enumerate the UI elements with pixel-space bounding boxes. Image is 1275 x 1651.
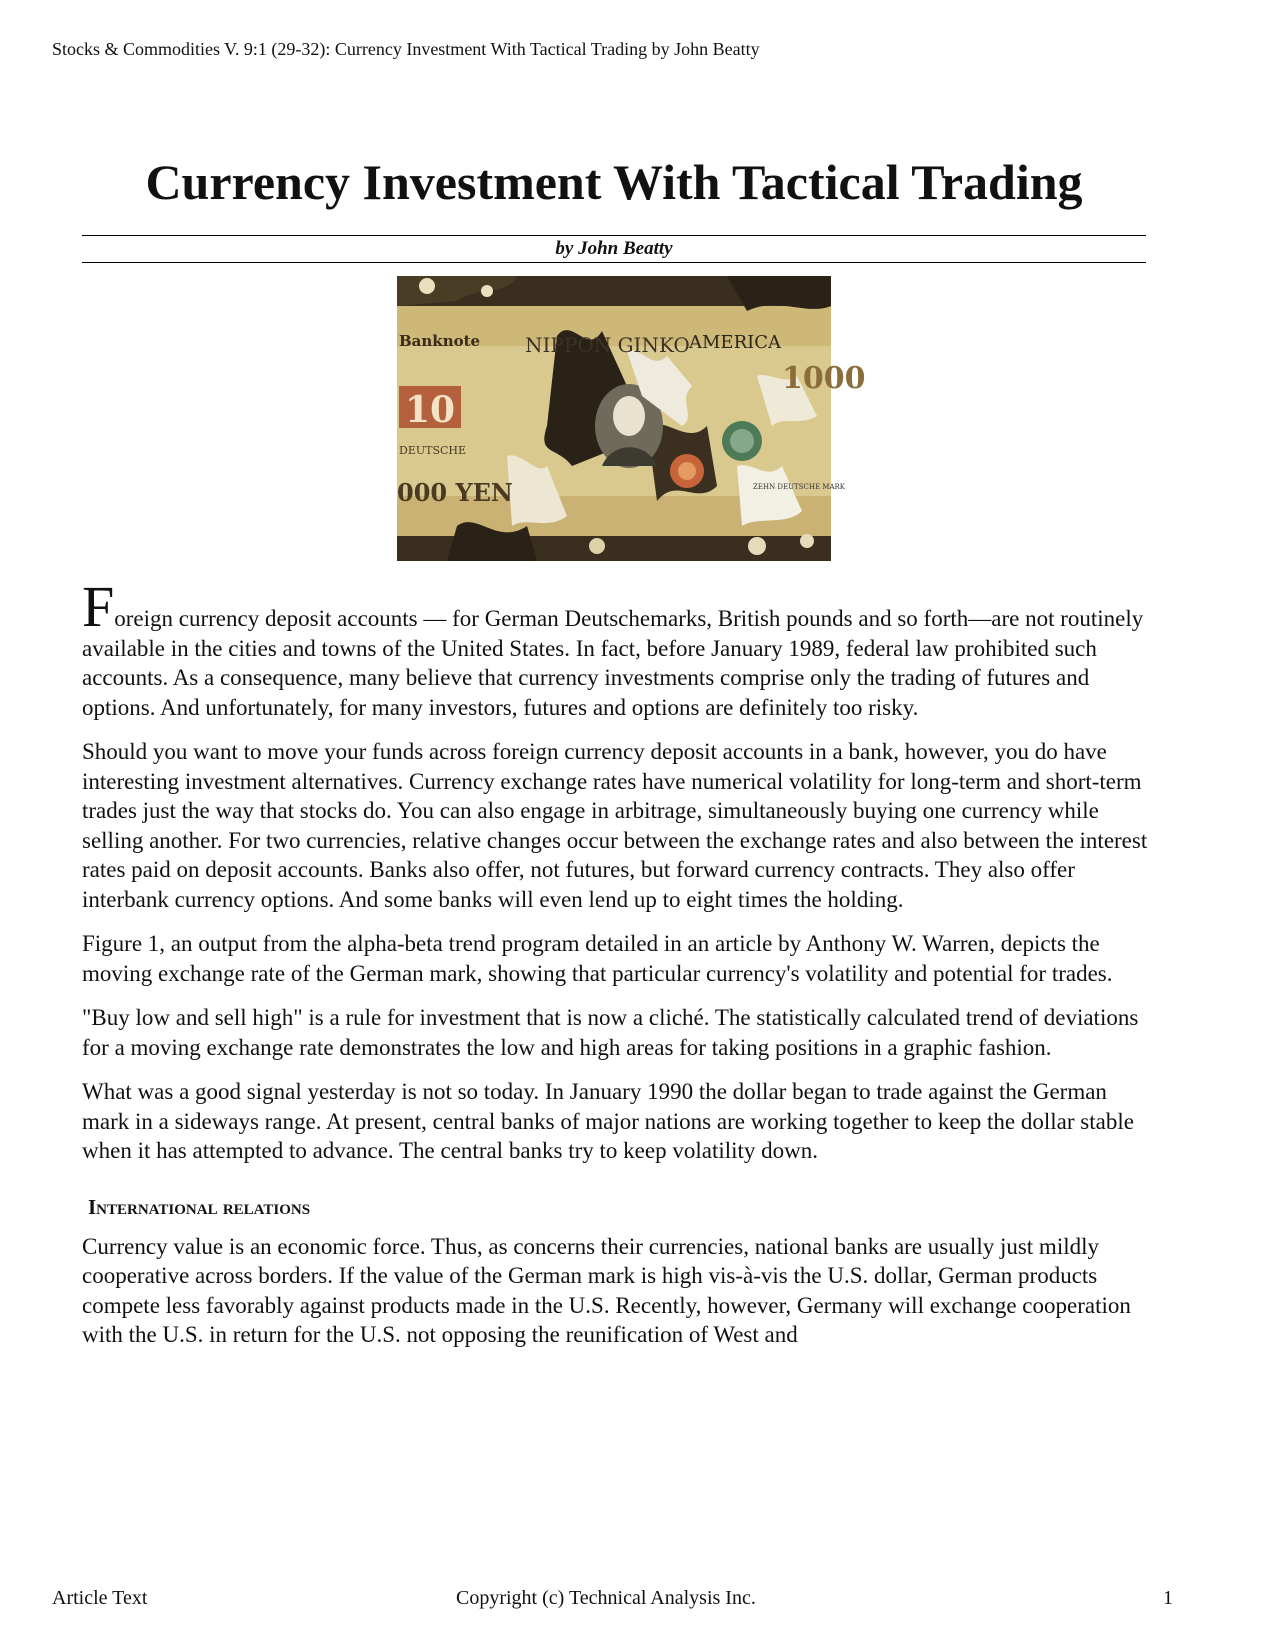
paragraph-5: What was a good signal yesterday is not so today. In January 1990 the dollar began to trade against the German mark in a sideways range. At present, central banks of major nations are working together to keep the dollar stable when it has attempted to advance. The central banks try to keep volatility down. [82, 1079, 1134, 1163]
paragraph-6: Currency value is an economic force. Thus, as concerns their currencies, national banks are usually just mildly cooperative across borders. If the value of the German mark is high vis-à-vis the U.S. dollar, German products compete less favorably against products made in the U.S. Recently, however, Germany will exchange cooperation with the U.S. in return for the U.S. not opposing the reunification of West and [82, 1233, 1131, 1347]
article-title: Currency Investment With Tactical Trading [145, 154, 1083, 210]
ten-label: 10 [405, 389, 456, 431]
footer-left: Article Text [52, 1587, 148, 1609]
paragraph-4: "Buy low and sell high" is a rule for investment that is now a cliché. The statistically calculated trend of deviations for a moving exchange rate demonstrates the low and high areas for taking positions in a graphic fashion. [82, 1005, 1139, 1060]
nippon-label: NIPPON GINKO [525, 333, 690, 357]
banknote-label: Banknote [399, 332, 481, 350]
section-heading: International relations [88, 1194, 311, 1219]
deutsche-label: DEUTSCHE [399, 444, 467, 457]
currency-puzzle-image [397, 276, 866, 561]
paragraph-3: Figure 1, an output from the alpha-beta trend program detailed in an article by Anthony W. Warren, depicts the moving exchange rate of the German mark, showing that particular currency's volatility and potential for trades. [82, 931, 1113, 986]
paragraph-1 [82, 574, 1150, 722]
dropcap: F [82, 574, 115, 639]
footer-copyright: Copyright (c) Technical Analysis Inc. [456, 1587, 756, 1609]
paragraph-2: Should you want to move your funds across foreign currency deposit accounts in a bank, however, you do have interesting investment alternatives. Currency exchange rates have numerical volatility for long-term and short-term trades just the way that stocks do. You can also engage in arbitrage, simultaneously buying one currency while selling another. For two currencies, relative changes occur between the exchange rates and also between the interest rates paid on deposit accounts. Banks also offer, not futures, but forward currency contracts. They also offer interbank currency options. And some banks will even lend up to eight times the holding. [82, 739, 1148, 912]
article-body [82, 574, 1150, 1365]
running-header: Stocks & Commodities V. 9:1 (29-32): Currency Investment With Tactical Trading by John Beatty [52, 39, 760, 59]
america-label: AMERICA [689, 332, 782, 353]
byline-text: by John Beatty [555, 238, 673, 259]
paragraph-1-text: oreign currency deposit accounts — for German Deutschemarks, British pounds and so forth—are not routinely available in the cities and towns of the United States. In fact, before January 1989, federal law prohibited such accounts. As a consequence, many believe that currency investments comprise only the trading of futures and options. And unfortunately, for many investors, futures and options are definitely too risky. [82, 606, 1144, 720]
currency-puzzle-illustration [397, 276, 866, 561]
page-number: 1 [1163, 1587, 1173, 1609]
zehn-label: ZEHN DEUTSCHE MARK [753, 483, 846, 491]
byline [82, 235, 1146, 263]
yen-label: 000 YEN [397, 478, 513, 507]
thousand-label: 1000 [782, 361, 866, 396]
